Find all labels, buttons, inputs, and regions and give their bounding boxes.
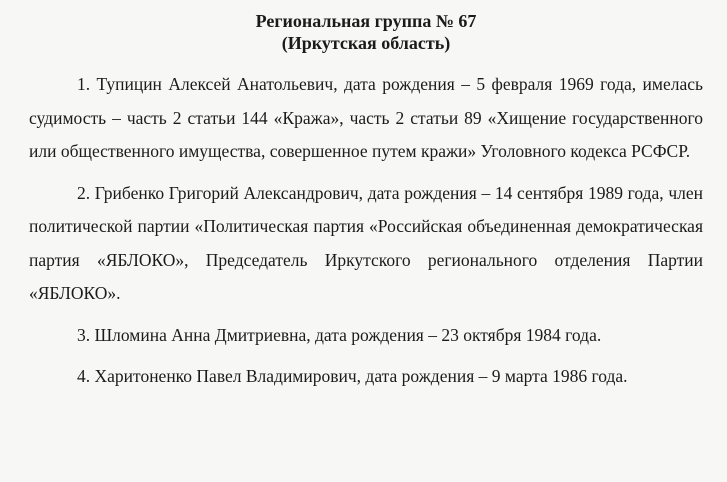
entry-number: 2. xyxy=(77,182,91,203)
candidate-entry-2 xyxy=(29,177,703,311)
entry-text: Тупицин Алексей Анатольевич, дата рождения – 5 февраля 1969 года, имелась судимость – часть 2 статьи 144 «Кража», часть 2 статьи 89 «Хищение государственного или общественного имущества, совершенное путем кражи» Уголовного кодекса РСФСР. xyxy=(29,74,703,161)
title-region: (Иркутская область) xyxy=(281,33,451,53)
entry-text: Харитоненко Павел Владимирович, дата рождения – 9 марта 1986 года. xyxy=(94,366,628,386)
entry-text: Грибенко Григорий Александрович, дата рождения – 14 сентября 1989 года, член политической партии «Политическая партия «Российская объединенная демократическая партия «ЯБЛОКО», Председатель Иркутского регионального отделения Партии «ЯБЛОКО». xyxy=(29,182,704,303)
candidate-entry-3 xyxy=(29,319,703,353)
entry-number: 3. xyxy=(77,324,91,345)
entry-number: 4. xyxy=(77,366,91,386)
candidate-entry-1 xyxy=(29,68,703,169)
document-title xyxy=(29,10,703,54)
entry-number: 1. xyxy=(77,74,91,94)
entry-text: Шломина Анна Дмитриевна, дата рождения – 23 октября 1984 года. xyxy=(94,324,602,345)
candidate-entry-4 xyxy=(29,360,703,394)
candidate-list xyxy=(29,68,703,394)
title-group-number: Региональная группа № 67 xyxy=(255,11,477,31)
